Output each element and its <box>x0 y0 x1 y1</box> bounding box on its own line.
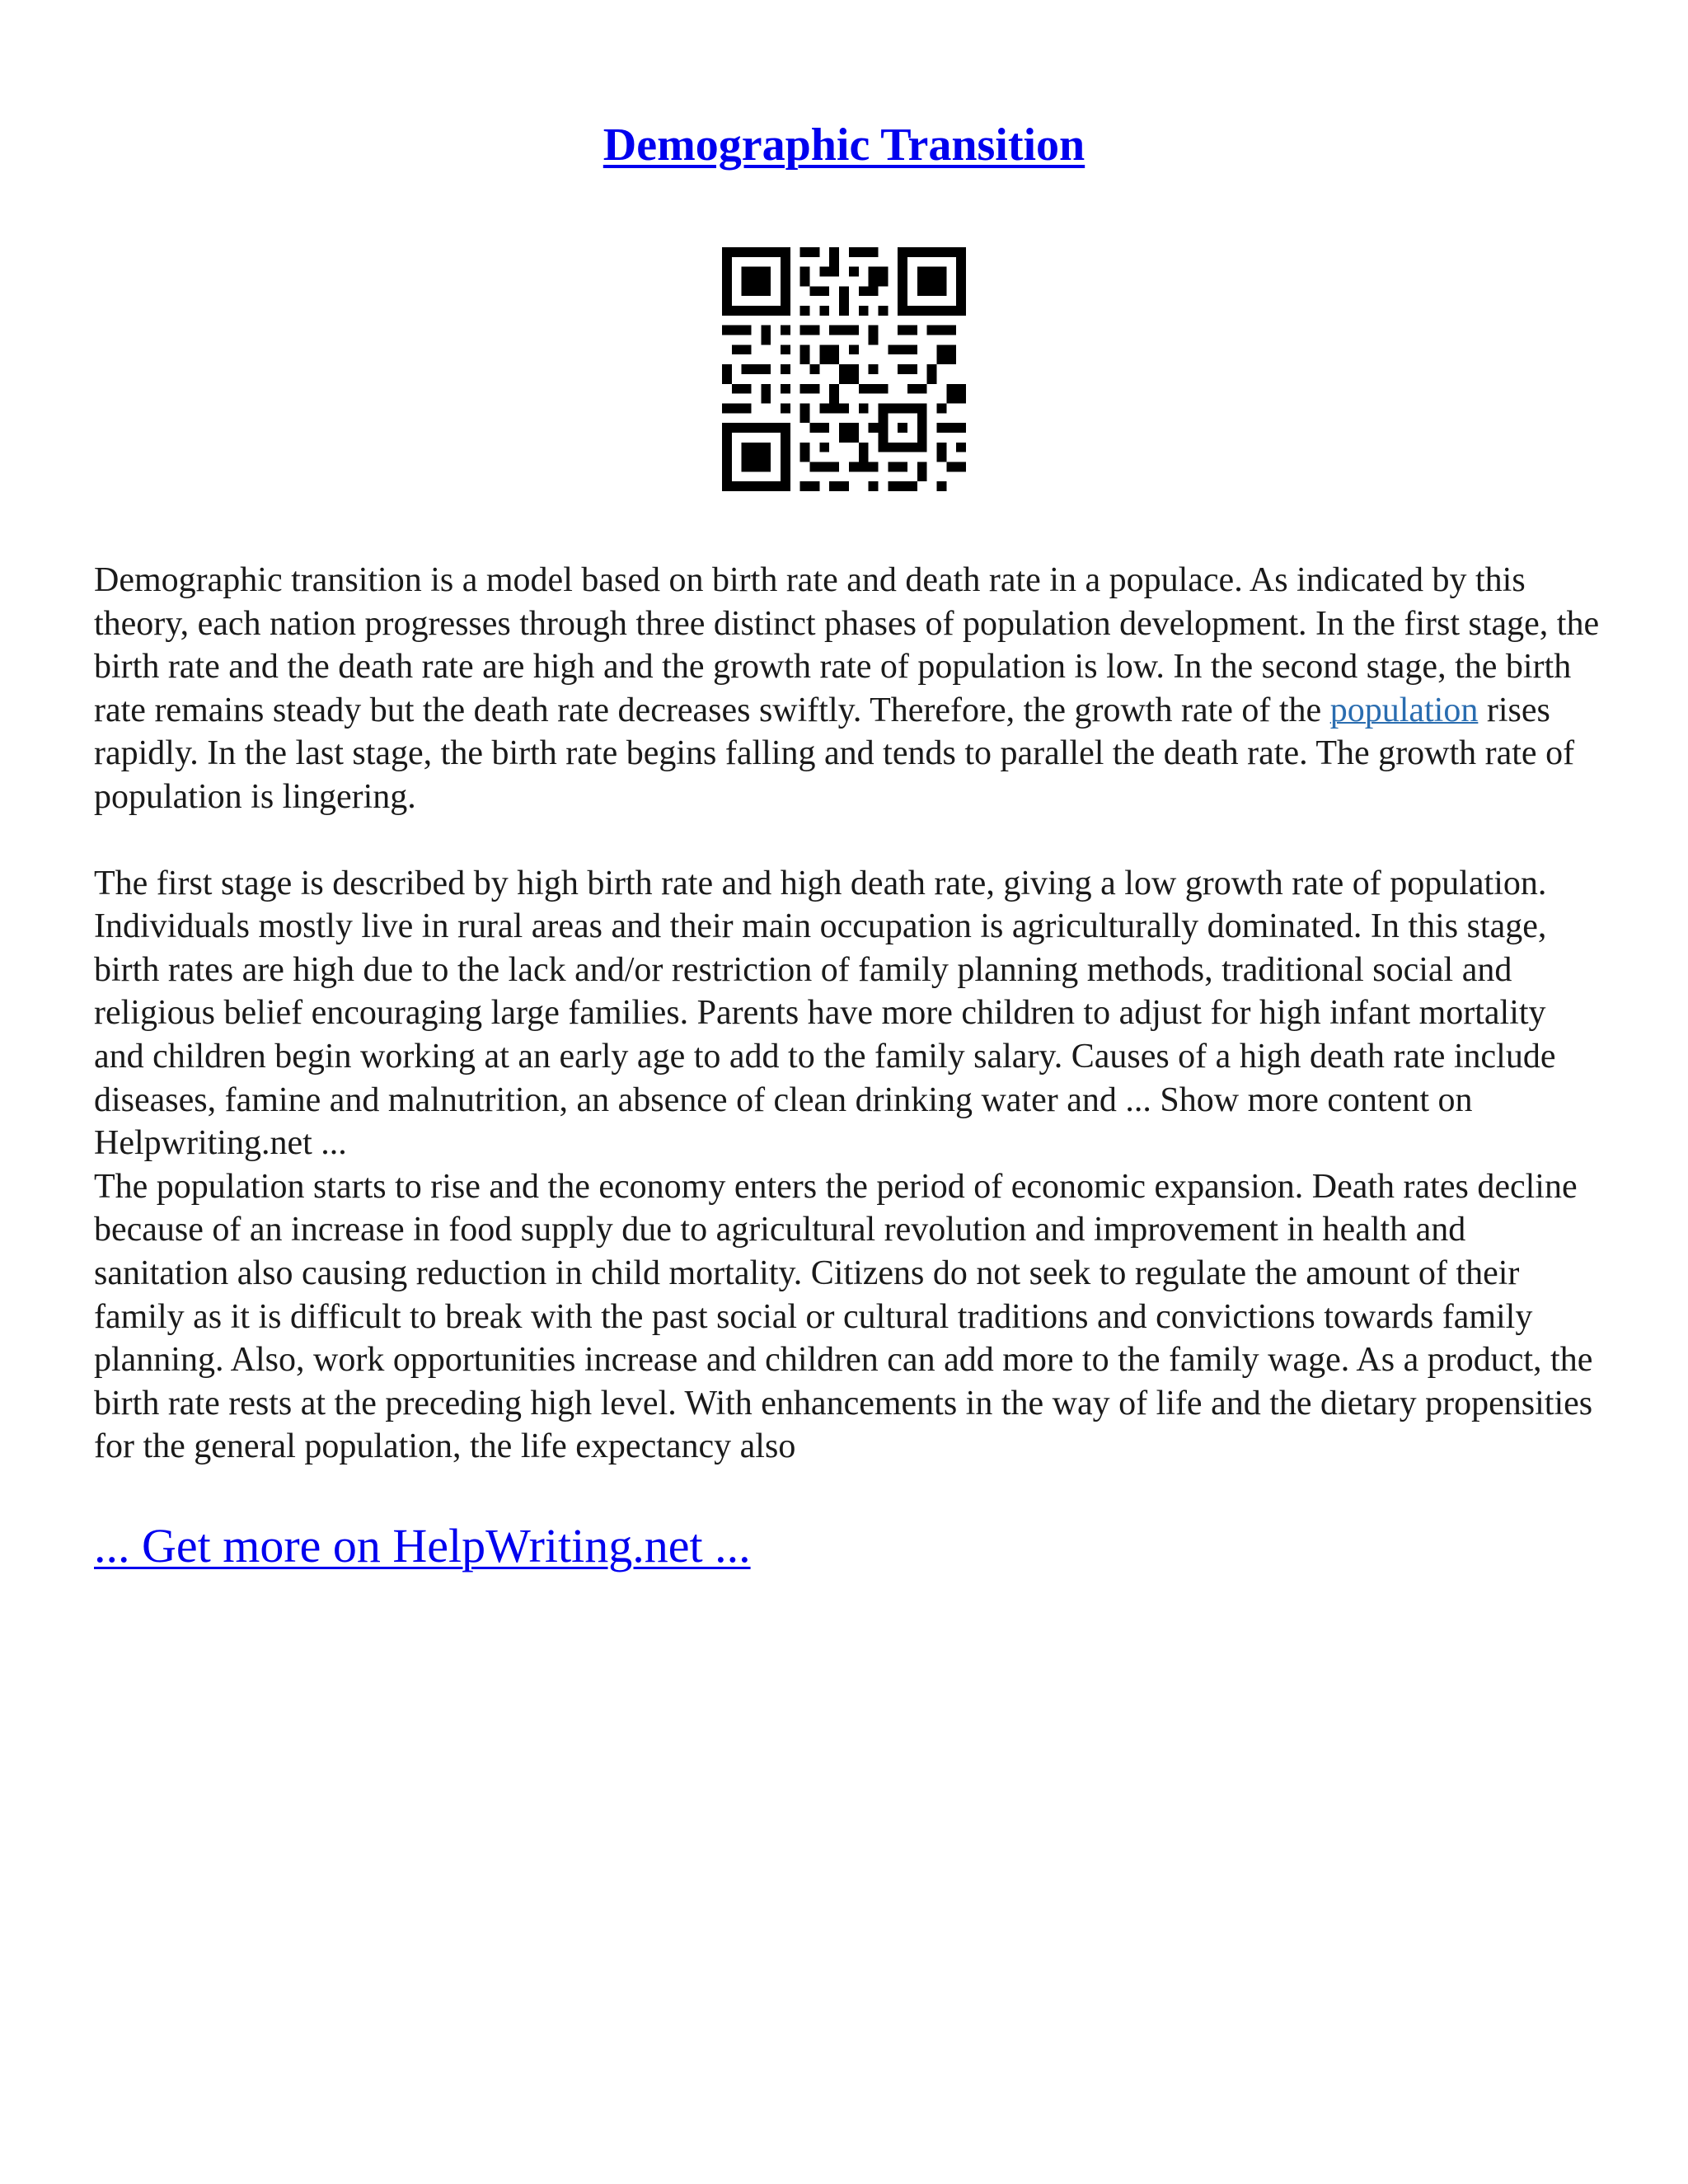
article-body <box>94 559 1602 1469</box>
title-link[interactable]: Demographic Transition <box>603 120 1085 171</box>
get-more-link[interactable]: ... Get more on HelpWriting.net ... <box>94 1519 751 1572</box>
population-link[interactable]: population <box>1329 691 1479 729</box>
paragraph-intro-text-end: rises rapidly. In the last stage, the birth rate begins falling and tends to parallel the death rate. The growth rate of population is lingering. <box>94 691 1575 816</box>
paragraph-first-stage: The first stage is described by high birth rate and high death rate, giving a low growth rate of population. Individuals mostly live in rural areas and their main occupation is agriculturally dominated. In this stage, birth rates are high due to the lack and/or restriction of family planning methods, traditional social and religious belief encouraging large families. Parents have more children to adjust for high infant mortality and children begin working at an early age to add to the family salary. Causes of a high death rate include diseases, famine and malnutrition, an absence of clean drinking water and ... Show more content on Helpwriting.net ... <box>94 864 1556 1163</box>
qr-code-icon <box>722 247 966 491</box>
paragraph-intro <box>94 559 1602 819</box>
page-title <box>0 115 1688 175</box>
paragraph-second-stage: The population starts to rise and the economy enters the period of economic expansion. Death rates decline because of an increase in food supply due to agricultural revolution and improvement in health and sanitation also causing reduction in child mortality. Citizens do not seek to regulate the amount of their family as it is difficult to break with the past social or cultural traditions and convictions towards family planning. Also, work opportunities increase and children can add more to the family wage. As a product, the birth rate rests at the preceding high level. With enhancements in the way of life and the dietary propensities for the general population, the life expectancy also <box>94 1167 1593 1466</box>
paragraph-intro-text: Demographic transition is a model based on birth rate and death rate in a populace. As indicated by this theory, each nation progresses through three distinct phases of population development. In the first stage, the birth rate and the death rate are high and the growth rate of population is low. In the second stage, the birth rate remains steady but the death rate decreases swiftly. Therefore, the growth rate of the <box>94 561 1600 729</box>
